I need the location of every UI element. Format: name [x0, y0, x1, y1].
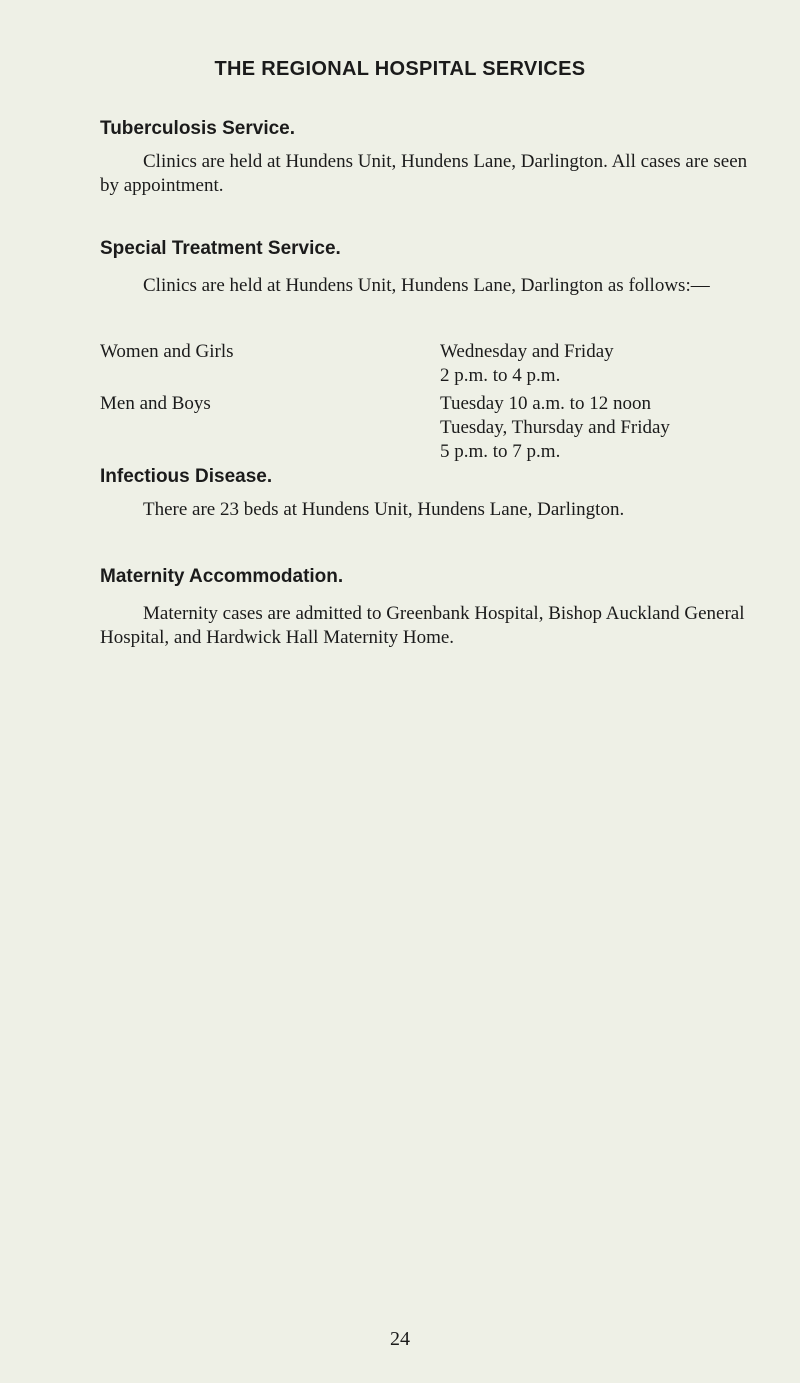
tuberculosis-text: Clinics are held at Hundens Unit, Hundens Lane, Darlington. All cases are seen by appointment.: [100, 151, 748, 196]
schedule-time-women-2: 2 p.m. to 4 p.m.: [440, 365, 561, 386]
schedule-time-men-3: 5 p.m. to 7 p.m.: [440, 441, 561, 462]
maternity-heading: Maternity Accommodation.: [100, 566, 344, 587]
maternity-text: Maternity cases are admitted to Greenbank Hospital, Bishop Auckland General Hospital, and Hardwick Hall Maternity Home.: [100, 603, 745, 648]
schedule-time-men-2: Tuesday, Thursday and Friday: [440, 417, 670, 438]
infectious-text: There are 23 beds at Hundens Unit, Hundens Lane, Darlington.: [143, 499, 625, 520]
page-number: 24: [390, 1328, 410, 1350]
schedule-group-women: Women and Girls: [100, 341, 234, 362]
special-treatment-text: Clinics are held at Hundens Unit, Hundens Lane, Darlington as follows:—: [143, 275, 710, 296]
schedule-time-men-1: Tuesday 10 a.m. to 12 noon: [440, 393, 651, 414]
infectious-heading: Infectious Disease.: [100, 466, 273, 487]
page-title: THE REGIONAL HOSPITAL SERVICES: [214, 58, 586, 80]
tuberculosis-heading: Tuberculosis Service.: [100, 118, 296, 139]
schedule-time-women-1: Wednesday and Friday: [440, 341, 614, 362]
special-treatment-heading: Special Treatment Service.: [100, 238, 341, 259]
schedule-group-men: Men and Boys: [100, 393, 211, 414]
